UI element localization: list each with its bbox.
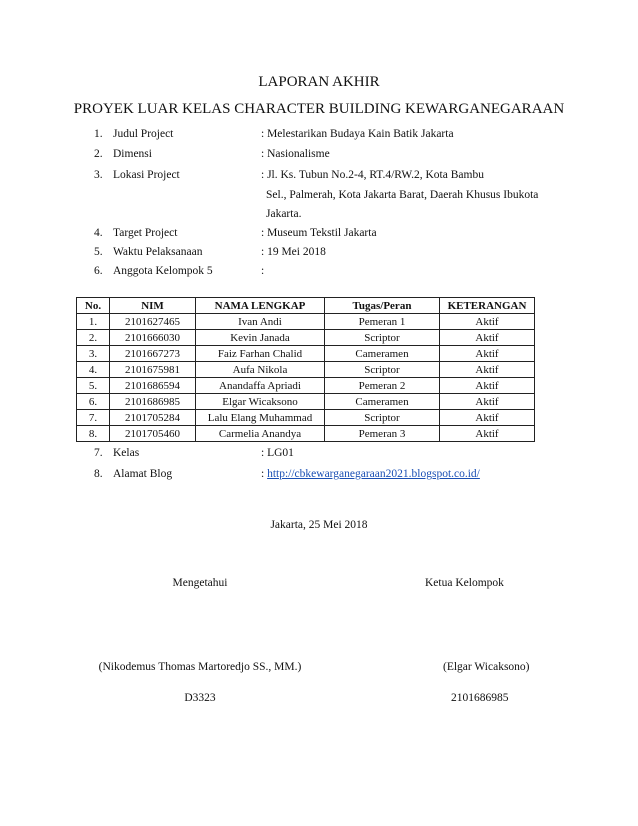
cell-no: 3. [77,346,110,362]
cell-no: 5. [77,378,110,394]
cell-status: Aktif [440,346,535,362]
cell-status: Aktif [440,426,535,442]
info-value: : 19 Mei 2018 [261,246,326,258]
info-value: : [261,265,265,277]
members-table [76,297,535,442]
right-signatory-name: (Elgar Wicaksono) [443,661,530,673]
info-value: : Nasionalisme [261,148,330,160]
cell-name: Lalu Elang Muhammad [196,410,325,426]
info-number: 6. [94,265,103,277]
cell-no: 7. [77,410,110,426]
info-number: 3. [94,169,103,181]
table-row [77,346,535,362]
cell-name: Faiz Farhan Chalid [196,346,325,362]
right-signatory-role: Ketua Kelompok [425,577,504,589]
cell-no: 4. [77,362,110,378]
cell-name: Kevin Janada [196,330,325,346]
blog-link[interactable]: http://cbkewarganegaraan2021.blogspot.co.id/ [267,468,480,480]
cell-role: Scriptor [325,362,440,378]
info-key: Kelas [113,447,140,459]
cell-role: Pemeran 2 [325,378,440,394]
left-signatory-name: (Nikodemus Thomas Martoredjo SS., MM.) [98,661,302,673]
header-role: Tugas/Peran [325,298,440,314]
cell-name: Anandaffa Apriadi [196,378,325,394]
cell-nim: 2101686594 [110,378,196,394]
location-continuation: Sel., Palmerah, Kota Jakarta Barat, Daerah Khusus Ibukota [266,189,539,201]
report-subtitle: PROYEK LUAR KELAS CHARACTER BUILDING KEWARGANEGARAAN [73,101,565,117]
header-name: NAMA LENGKAP [196,298,325,314]
table-row [77,378,535,394]
report-title: LAPORAN AKHIR [258,74,380,90]
cell-no: 1. [77,314,110,330]
table-header-row [77,298,535,314]
info-value: : Museum Tekstil Jakarta [261,227,377,239]
cell-status: Aktif [440,394,535,410]
header-no: No. [77,298,110,314]
cell-status: Aktif [440,378,535,394]
cell-role: Scriptor [325,330,440,346]
cell-nim: 2101705460 [110,426,196,442]
info-number: 1. [94,128,103,140]
cell-status: Aktif [440,410,535,426]
place-date: Jakarta, 25 Mei 2018 [270,519,368,531]
info-number: 5. [94,246,103,258]
info-key: Dimensi [113,148,152,160]
table-row [77,410,535,426]
cell-status: Aktif [440,314,535,330]
cell-no: 2. [77,330,110,346]
left-signatory-role: Mengetahui [172,577,228,589]
table-row [77,394,535,410]
location-continuation: Jakarta. [266,208,302,220]
cell-role: Cameramen [325,394,440,410]
right-signatory-id: 2101686985 [451,692,509,704]
table-row [77,362,535,378]
info-value: : LG01 [261,447,294,459]
cell-nim: 2101666030 [110,330,196,346]
info-value: : Melestarikan Budaya Kain Batik Jakarta [261,128,454,140]
cell-nim: 2101675981 [110,362,196,378]
cell-role: Pemeran 3 [325,426,440,442]
cell-name: Aufa Nikola [196,362,325,378]
cell-name: Carmelia Anandya [196,426,325,442]
info-number: 4. [94,227,103,239]
cell-nim: 2101627465 [110,314,196,330]
blog-prefix: : [261,468,268,480]
info-key: Waktu Pelaksanaan [113,246,203,258]
cell-role: Cameramen [325,346,440,362]
info-number: 8. [94,468,103,480]
table-row [77,314,535,330]
info-key: Judul Project [113,128,174,140]
cell-nim: 2101705284 [110,410,196,426]
info-key: Anggota Kelompok 5 [113,265,213,277]
table-row [77,330,535,346]
cell-status: Aktif [440,362,535,378]
cell-nim: 2101667273 [110,346,196,362]
cell-role: Scriptor [325,410,440,426]
cell-role: Pemeran 1 [325,314,440,330]
table-row [77,426,535,442]
header-nim: NIM [110,298,196,314]
info-number: 2. [94,148,103,160]
left-signatory-id: D3323 [184,692,216,704]
info-number: 7. [94,447,103,459]
info-key: Lokasi Project [113,169,180,181]
cell-name: Elgar Wicaksono [196,394,325,410]
info-value: : Jl. Ks. Tubun No.2-4, RT.4/RW.2, Kota Bambu [261,169,484,181]
cell-status: Aktif [440,330,535,346]
info-key: Alamat Blog [113,468,173,480]
cell-name: Ivan Andi [196,314,325,330]
blog-value [261,468,480,480]
cell-nim: 2101686985 [110,394,196,410]
header-status: KETERANGAN [440,298,535,314]
cell-no: 8. [77,426,110,442]
cell-no: 6. [77,394,110,410]
info-key: Target Project [113,227,178,239]
